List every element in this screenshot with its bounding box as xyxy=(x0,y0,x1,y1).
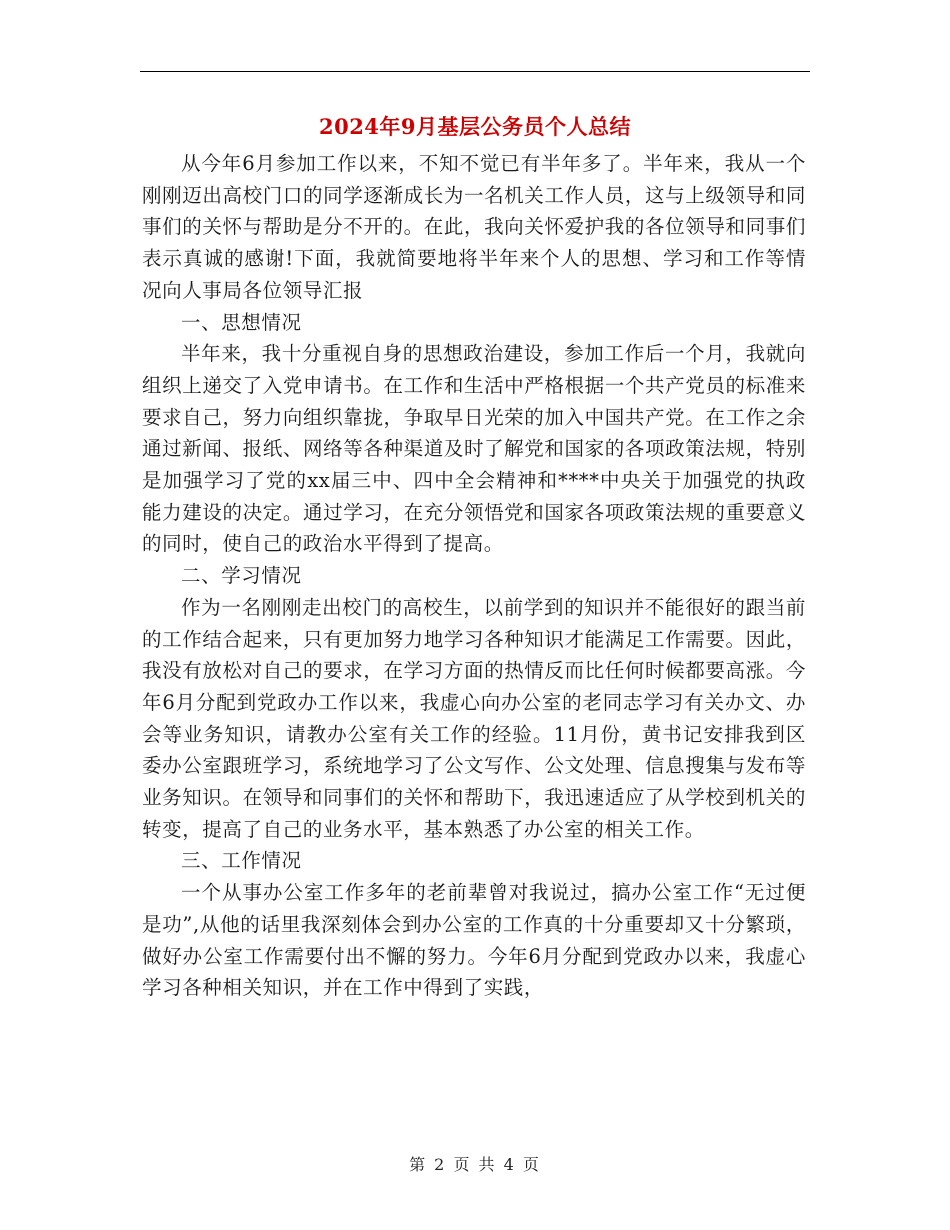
section-heading-work: 三、工作情况 xyxy=(181,849,302,873)
paragraph-work: 一个从事办公室工作多年的老前辈曾对我说过，搞办公室工作“无过便是功”,从他的话里我深刻体会到办公室的工作真的十分重要却又十分繁琐，做好办公室工作需要付出不懈的努力。今年6月分配到党政办以来，我虚心学习各种相关知识，并在工作中得到了实践， xyxy=(142,881,806,1000)
section-heading-thought: 一、思想情况 xyxy=(181,310,302,334)
header-rule xyxy=(140,71,810,72)
section-heading-study: 二、学习情况 xyxy=(181,564,302,588)
document-body xyxy=(142,148,806,1004)
paragraph-study: 作为一名刚刚走出校门的高校生，以前学到的知识并不能很好的跟当前的工作结合起来，只有更加努力地学习各种知识才能满足工作需要。因此，我没有放松对自己的要求，在学习方面的热情反而比任何时候都要高涨。今年6月分配到党政办工作以来，我虚心向办公室的老同志学习有关办文、办会等业务知识，请教办公室有关工作的经验。11月份，黄书记安排我到区委办公室跟班学习，系统地学习了公文写作、公文处理、信息搜集与发布等业务知识。在领导和同事们的关怀和帮助下，我迅速适应了从学校到机关的转变，提高了自己的业务水平，基本熟悉了办公室的相关工作。 xyxy=(142,595,806,841)
document-title: 2024年9月基层公务员个人总结 xyxy=(318,114,632,139)
paragraph-intro: 从今年6月参加工作以来，不知不觉已有半年多了。半年来，我从一个刚刚迈出高校门口的同学逐渐成长为一名机关工作人员，这与上级领导和同事们的关怀与帮助是分不开的。在此，我向关怀爱护我的各位领导和同事们表示真诚的感谢!下面，我就简要地将半年来个人的思想、学习和工作等情况向人事局各位领导汇报 xyxy=(142,152,806,302)
page-number: 第 2 页 共 4 页 xyxy=(409,1155,541,1174)
paragraph-thought: 半年来，我十分重视自身的思想政治建设，参加工作后一个月，我就向组织上递交了入党申请书。在工作和生活中严格根据一个共产党员的标准来要求自己，努力向组织靠拢，争取早日光荣的加入中国共产党。在工作之余通过新闻、报纸、网络等各种渠道及时了解党和国家的各项政策法规，特别是加强学习了党的xx届三中、四中全会精神和****中央关于加强党的执政能力建设的决定。通过学习，在充分领悟党和国家各项政策法规的重要意义的同时，使自己的政治水平得到了提高。 xyxy=(142,342,806,556)
